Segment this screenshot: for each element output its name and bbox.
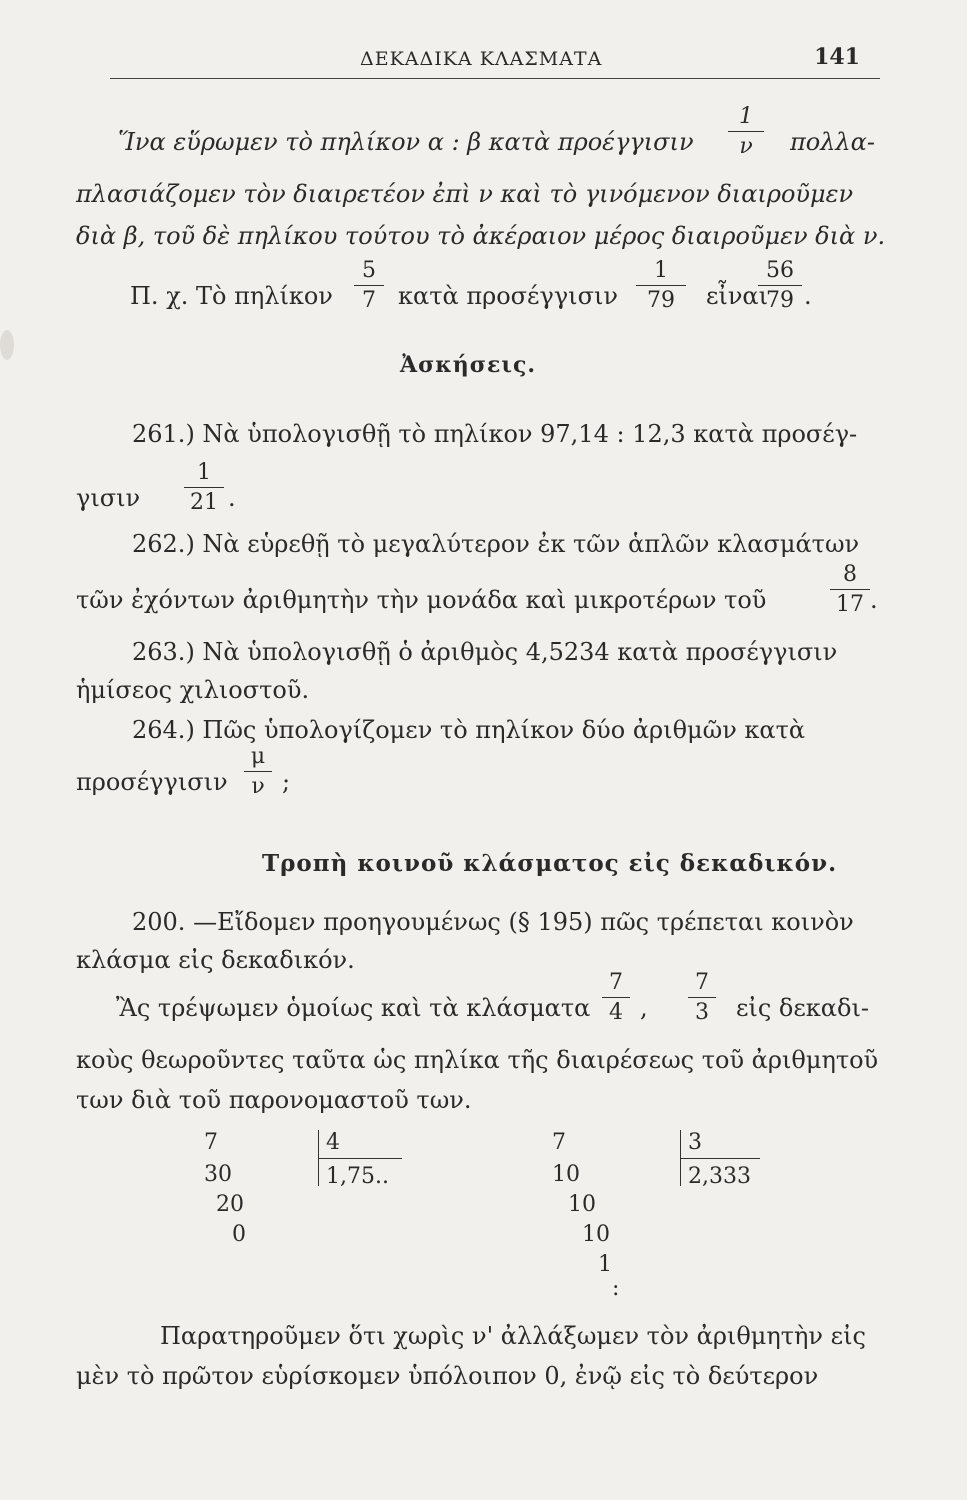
division-2-row: 10 <box>582 1222 610 1247</box>
division-2-row: 1 <box>598 1252 612 1277</box>
closing-line-1: Παρατηροῦμεν ὅτι χωρὶς ν' ἀλλάξωμεν τὸν ἀριθμητὴν εἰς <box>160 1322 866 1350</box>
division-1-row: 20 <box>216 1192 244 1217</box>
section-200-line-2d: των διὰ τοῦ παρονομαστοῦ των. <box>76 1086 472 1114</box>
example-fraction-5-7: 5 7 <box>354 258 384 313</box>
fraction-7-3: 7 3 <box>688 970 716 1025</box>
exercise-264-question-mark: ; <box>282 768 291 796</box>
intro-line-1b: πολλα- <box>790 128 875 156</box>
division-1-row: 30 <box>204 1162 232 1187</box>
exercise-264-line-a: 264.) Πῶς ὑπολογίζομεν τὸ πηλίκον δύο ἀριθμῶν κατὰ <box>132 716 806 744</box>
page-stain <box>0 330 14 360</box>
intro-fraction-1-over-nu: 1 ν <box>728 104 764 159</box>
example-text-c: εἶναι <box>706 282 769 310</box>
fraction-7-4: 7 4 <box>602 970 630 1025</box>
exercise-262-line-a: 262.) Νὰ εὑρεθῇ τὸ μεγαλύτερον ἐκ τῶν ἁπλῶν κλασμάτων <box>132 530 860 558</box>
exercises-heading: Ἀσκήσεις. <box>400 352 537 378</box>
division-1-quotient: 1,75.. <box>326 1164 389 1189</box>
division-2-divisor: 3 <box>688 1130 702 1155</box>
division-2-row: 10 <box>568 1192 596 1217</box>
section-200-line-2c: κοὺς θεωροῦντες ταῦτα ὡς πηλίκα τῆς διαιρέσεως τοῦ ἀριθμητοῦ <box>76 1046 879 1074</box>
exercise-263-line-b: ἡμίσεος χιλιοστοῦ. <box>76 676 310 704</box>
section-200-line-2b: εἰς δεκαδι- <box>736 994 869 1022</box>
division-2-continuation-dots: : <box>612 1276 620 1301</box>
exercise-261-line-b: γισιν <box>76 484 141 512</box>
exercise-264-line-b: προσέγγισιν <box>76 768 228 796</box>
section-200-line-2a: Ἂς τρέψωμεν ὁμοίως καὶ τὰ κλάσματα <box>116 994 591 1022</box>
page-number: 141 <box>814 44 860 70</box>
intro-line-3: διὰ β, τοῦ δὲ πηλίκου τούτου τὸ ἀκέραιον μέρος διαιροῦμεν διὰ ν. <box>76 222 886 250</box>
section-200-line-1a: 200. —Εἴδομεν προηγουμένως (§ 195) πῶς τρέπεται κοινὸν <box>132 908 854 936</box>
example-text-b: κατὰ προσέγγισιν <box>398 282 618 310</box>
exercise-263-line-a: 263.) Νὰ ὑπολογισθῇ ὁ ἀριθμὸς 4,5234 κατὰ προσέγγισιν <box>132 638 838 666</box>
exercise-261-period: . <box>228 484 236 512</box>
division-2-row: 7 <box>552 1130 566 1155</box>
intro-line-1a: Ἵνα εὕρωμεν τὸ πηλίκον α : β κατὰ προέγγισιν <box>118 128 694 156</box>
example-period: . <box>804 282 812 310</box>
closing-line-2: μὲν τὸ πρῶτον εὑρίσκομεν ὑπόλοιπον 0, ἐνῷ εἰς τὸ δεύτερον <box>76 1362 819 1390</box>
section-heading: Τροπὴ κοινοῦ κλάσματος εἰς δεκαδικόν. <box>262 850 838 877</box>
page-header <box>110 44 880 79</box>
example-fraction-1-79: 1 79 <box>636 258 686 313</box>
division-2-row: 10 <box>552 1162 580 1187</box>
section-200-line-1b: κλάσμα εἰς δεκαδικόν. <box>76 946 355 974</box>
division-1-horizontal-rule <box>318 1158 402 1159</box>
division-2-quotient: 2,333 <box>688 1164 751 1189</box>
exercise-261-fraction: 1 21 <box>184 460 224 515</box>
division-1-row: 7 <box>204 1130 218 1155</box>
example-fraction-56-79: 56 79 <box>758 258 802 313</box>
division-1-divisor: 4 <box>326 1130 340 1155</box>
fraction-separator-comma: , <box>640 994 648 1022</box>
division-2-horizontal-rule <box>680 1158 760 1159</box>
division-1-row: 0 <box>232 1222 246 1247</box>
exercise-262-fraction: 8 17 <box>830 562 870 617</box>
example-text-a: Π. χ. Τὸ πηλίκον <box>130 282 333 310</box>
exercise-262-period: . <box>870 586 878 614</box>
exercise-262-line-b: τῶν ἐχόντων ἀριθμητὴν τὴν μονάδα καὶ μικροτέρων τοῦ <box>76 586 767 614</box>
running-title: ΔΕΚΑΔΙΚΑ ΚΛΑΣΜΑΤΑ <box>360 48 603 70</box>
exercise-261-line-a: 261.) Νὰ ὑπολογισθῇ τὸ πηλίκον 97,14 : 12,3 κατὰ προσέγ- <box>132 420 858 448</box>
intro-line-2: πλασιάζομεν τὸν διαιρετέον ἐπὶ ν καὶ τὸ γινόμενον διαιροῦμεν <box>76 180 854 208</box>
exercise-264-fraction: μ ν <box>244 744 272 799</box>
